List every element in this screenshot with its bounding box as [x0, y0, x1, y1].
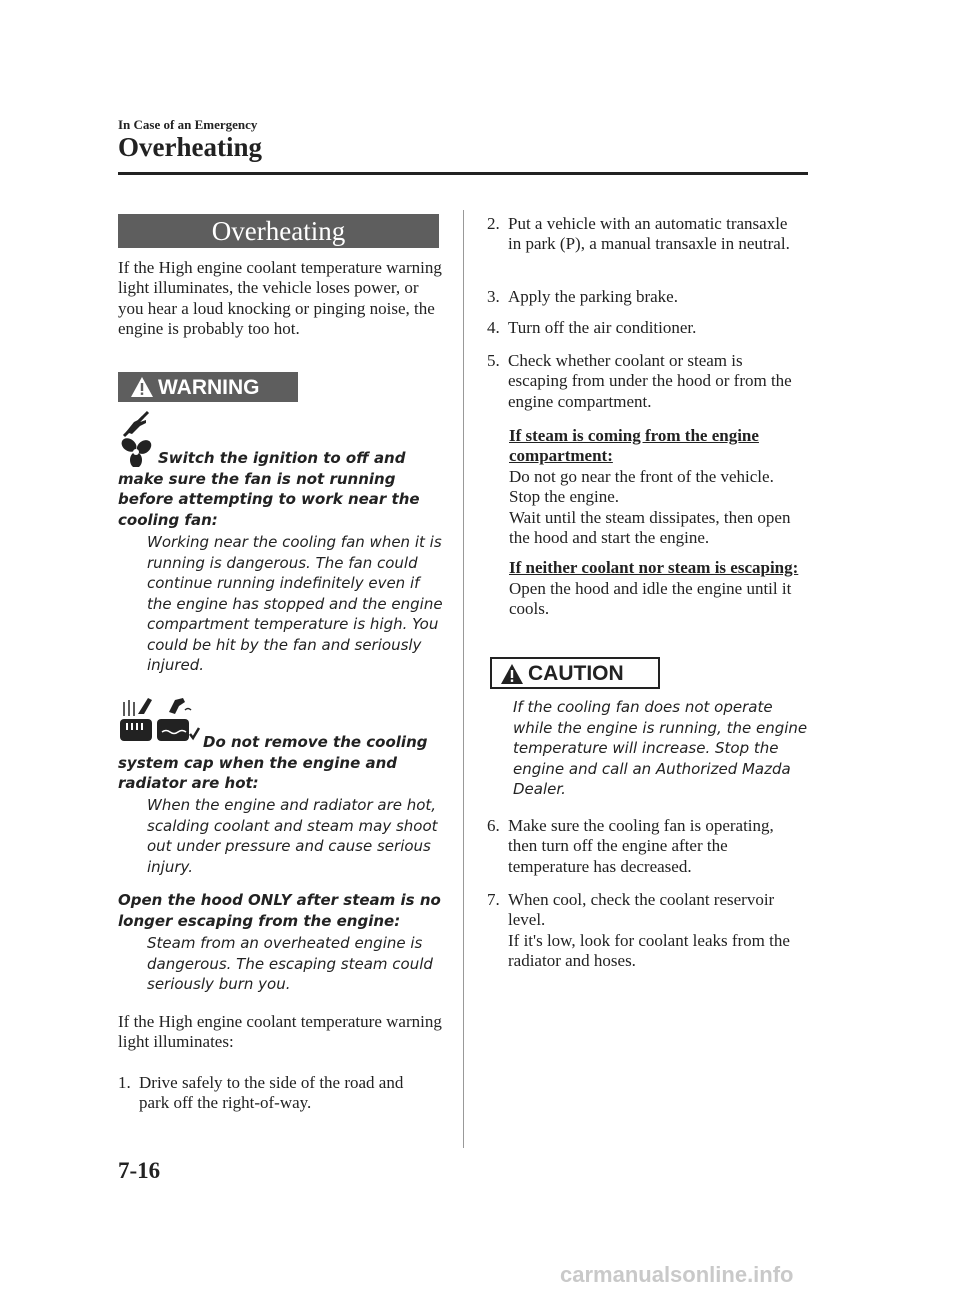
section-label: In Case of an Emergency — [118, 117, 258, 132]
step-text: Apply the parking brake. — [508, 287, 678, 306]
step-text: Check whether coolant or steam is escaping from under the hood or from the engine compartment. — [508, 351, 792, 411]
warning-item-3-body: Steam from an overheated engine is dangerous. The escaping steam could seriously burn you. — [147, 934, 433, 993]
step-number: 1. — [118, 1073, 131, 1092]
warning-item-2-body: When the engine and radiator are hot, scalding coolant and steam may shoot out under pressure and cause serious injury. — [147, 796, 438, 876]
warning-item-1-heading: Switch the ignition to off and make sure the fan is not running before attempting to work near the cooling fan: — [118, 449, 420, 529]
intro-paragraph: If the High engine coolant temperature warning light illuminates, the vehicle loses power, or you hear a loud knocking or pinging noise, the engine is probably too hot. — [118, 258, 442, 339]
header-rule — [118, 172, 808, 175]
step-text: Put a vehicle with an automatic transaxle in park (P), a manual transaxle in neutral. — [508, 214, 790, 254]
step-number: 5. — [487, 351, 500, 370]
step-5-substeps — [509, 426, 814, 620]
warning-item-1-body: Working near the cooling fan when it is running is dangerous. The fan could continue running indefinitely even if the engine has stopped and the engine compartment temperature is high. You could be hit by the fan and seriously injured. — [147, 533, 443, 674]
warning-triangle-icon — [130, 376, 154, 398]
watermark: carmanualsonline.info — [560, 1262, 794, 1287]
step-number: 6. — [487, 816, 500, 835]
step-text: Drive safely to the side of the road and park off the right-of-way. — [139, 1073, 404, 1113]
steam-line-1: Do not go near the front of the vehicle. — [509, 466, 774, 486]
no-steam-text: Open the hood and idle the engine until it cools. — [509, 578, 792, 619]
section-title-bar: Overheating — [118, 214, 439, 248]
warning-item-2-heading: Do not remove the cooling system cap when the engine and radiator are hot: — [118, 733, 428, 792]
page-heading: Overheating — [118, 132, 262, 162]
caution-triangle-icon — [500, 663, 524, 685]
no-hand-icon — [120, 410, 152, 438]
step-2 — [487, 214, 797, 255]
steam-line-2: Stop the engine. — [509, 487, 620, 507]
caution-text: If the cooling fan does not operate while the engine is running, the engine temperature will increase. Stop the engine and call an Authorized Mazda Dealer. — [513, 698, 808, 798]
step-number: 2. — [487, 214, 500, 233]
steam-condition-title: If steam is coming from the engine compartment: — [509, 426, 759, 466]
step-text: When cool, check the coolant reservoir level. — [508, 890, 775, 930]
step-number: 3. — [487, 287, 500, 306]
warning-label: WARNING — [158, 376, 260, 399]
warning-label-box — [118, 372, 298, 402]
step-5 — [487, 351, 797, 412]
step-text: Turn off the air conditioner. — [508, 318, 697, 337]
step-text: Make sure the cooling fan is operating, then turn off the engine after the temperature has decreased. — [508, 816, 774, 876]
step-4 — [487, 318, 797, 338]
step-number: 4. — [487, 318, 500, 337]
no-steam-condition-title: If neither coolant nor steam is escaping: — [509, 558, 799, 578]
step-7 — [487, 890, 797, 972]
step-3 — [487, 287, 797, 307]
step-7-extra: If it's low, look for coolant leaks from the radiator and hoses. — [508, 930, 790, 971]
step-1 — [118, 1073, 428, 1114]
page-number: 7-16 — [118, 1158, 161, 1183]
warning-item-3-heading: Open the hood ONLY after steam is no longer escaping from the engine: — [118, 891, 441, 930]
step-number: 7. — [487, 890, 500, 909]
step-6 — [487, 816, 797, 877]
steps-intro: If the High engine coolant temperature warning light illuminates: — [118, 1012, 442, 1052]
caution-label-box — [490, 657, 660, 689]
caution-label: CAUTION — [528, 662, 624, 685]
column-divider — [463, 210, 464, 1148]
steam-line-3: Wait until the steam dissipates, then open the hood and start the engine. — [509, 507, 791, 548]
